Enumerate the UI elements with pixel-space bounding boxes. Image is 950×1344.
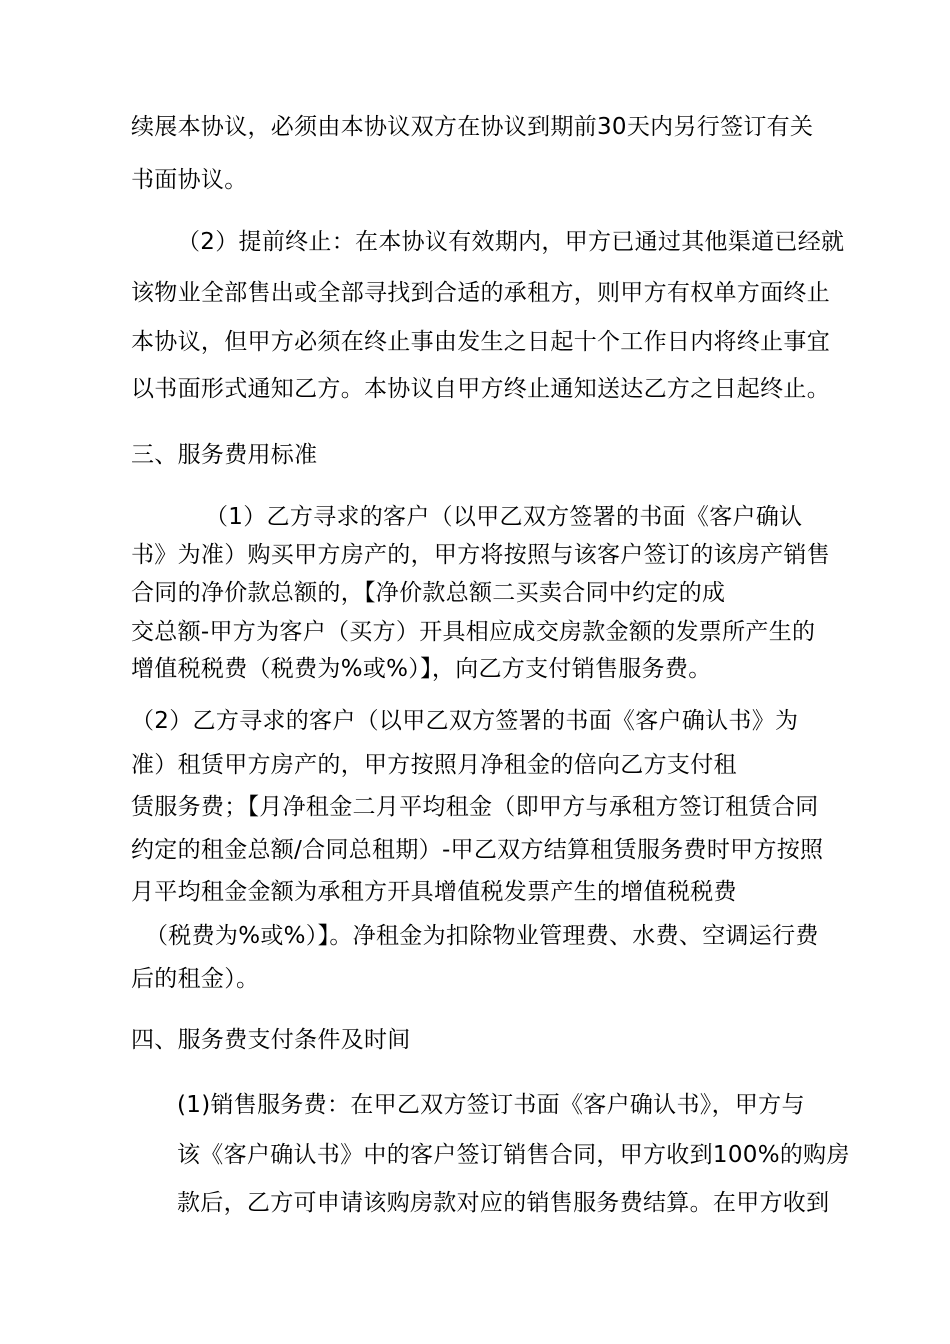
text-line: 合同的净价款总额的，【净价款总额二买卖合同中约定的成 xyxy=(131,580,726,606)
text-line: 后的租金）。 xyxy=(131,966,260,992)
text-line: 赁服务费；【月净租金二月平均租金（即甲方与承租方签订租赁合同 xyxy=(131,794,819,820)
text-line: 交总额-甲方为客户（买方）开具相应成交房款金额的发票所产生的 xyxy=(131,619,816,645)
text-line: 以书面形式通知乙方。本协议自甲方终止通知送达乙方之日起终止。 xyxy=(131,376,830,402)
text-line: 约定的租金总额/合同总租期）-甲乙双方结算租赁服务费时甲方按照 xyxy=(131,837,824,863)
text-line: 书面协议。 xyxy=(131,167,248,193)
text-line: 该《客户确认书》中的客户签订销售合同，甲方收到100%的购房 xyxy=(177,1142,850,1168)
text-line: 书》为准）购买甲方房产的，甲方将按照与该客户签订的该房产销售 xyxy=(131,542,830,568)
text-line: （2）乙方寻求的客户（以甲乙双方签署的书面《客户确认书》为 xyxy=(131,708,799,734)
section-heading: 三、服务费用标准 xyxy=(131,442,318,468)
text-line: 款后，乙方可申请该购房款对应的销售服务费结算。在甲方收到 xyxy=(177,1190,830,1216)
text-line: 续展本协议，必须由本协议双方在协议到期前30天内另行签订有关 xyxy=(131,114,814,140)
text-line: 该物业全部售出或全部寻找到合适的承租方，则甲方有权单方面终止 xyxy=(131,280,830,306)
text-line: 准）租赁甲方房产的，甲方按照月净租金的倍向乙方支付租 xyxy=(131,752,737,778)
text-line: 增值税税费（税费为%或%）】，向乙方支付销售服务费。 xyxy=(131,656,712,682)
text-line: （2）提前终止：在本协议有效期内，甲方已通过其他渠道已经就 xyxy=(177,229,845,255)
text-line: (1)销售服务费：在甲乙双方签订书面《客户确认书》，甲方与 xyxy=(177,1092,805,1118)
section-heading: 四、服务费支付条件及时间 xyxy=(131,1027,411,1053)
text-line: （1）乙方寻求的客户（以甲乙双方签署的书面《客户确认 xyxy=(205,504,803,530)
text-line: 月平均租金金额为承租方开具增值税发票产生的增值税税费 xyxy=(131,879,737,905)
text-line: 本协议，但甲方必须在终止事由发生之日起十个工作日内将终止事宜 xyxy=(131,329,830,355)
text-line: （税费为%或%）】。净租金为扣除物业管理费、水费、空调运行费 xyxy=(145,923,819,949)
